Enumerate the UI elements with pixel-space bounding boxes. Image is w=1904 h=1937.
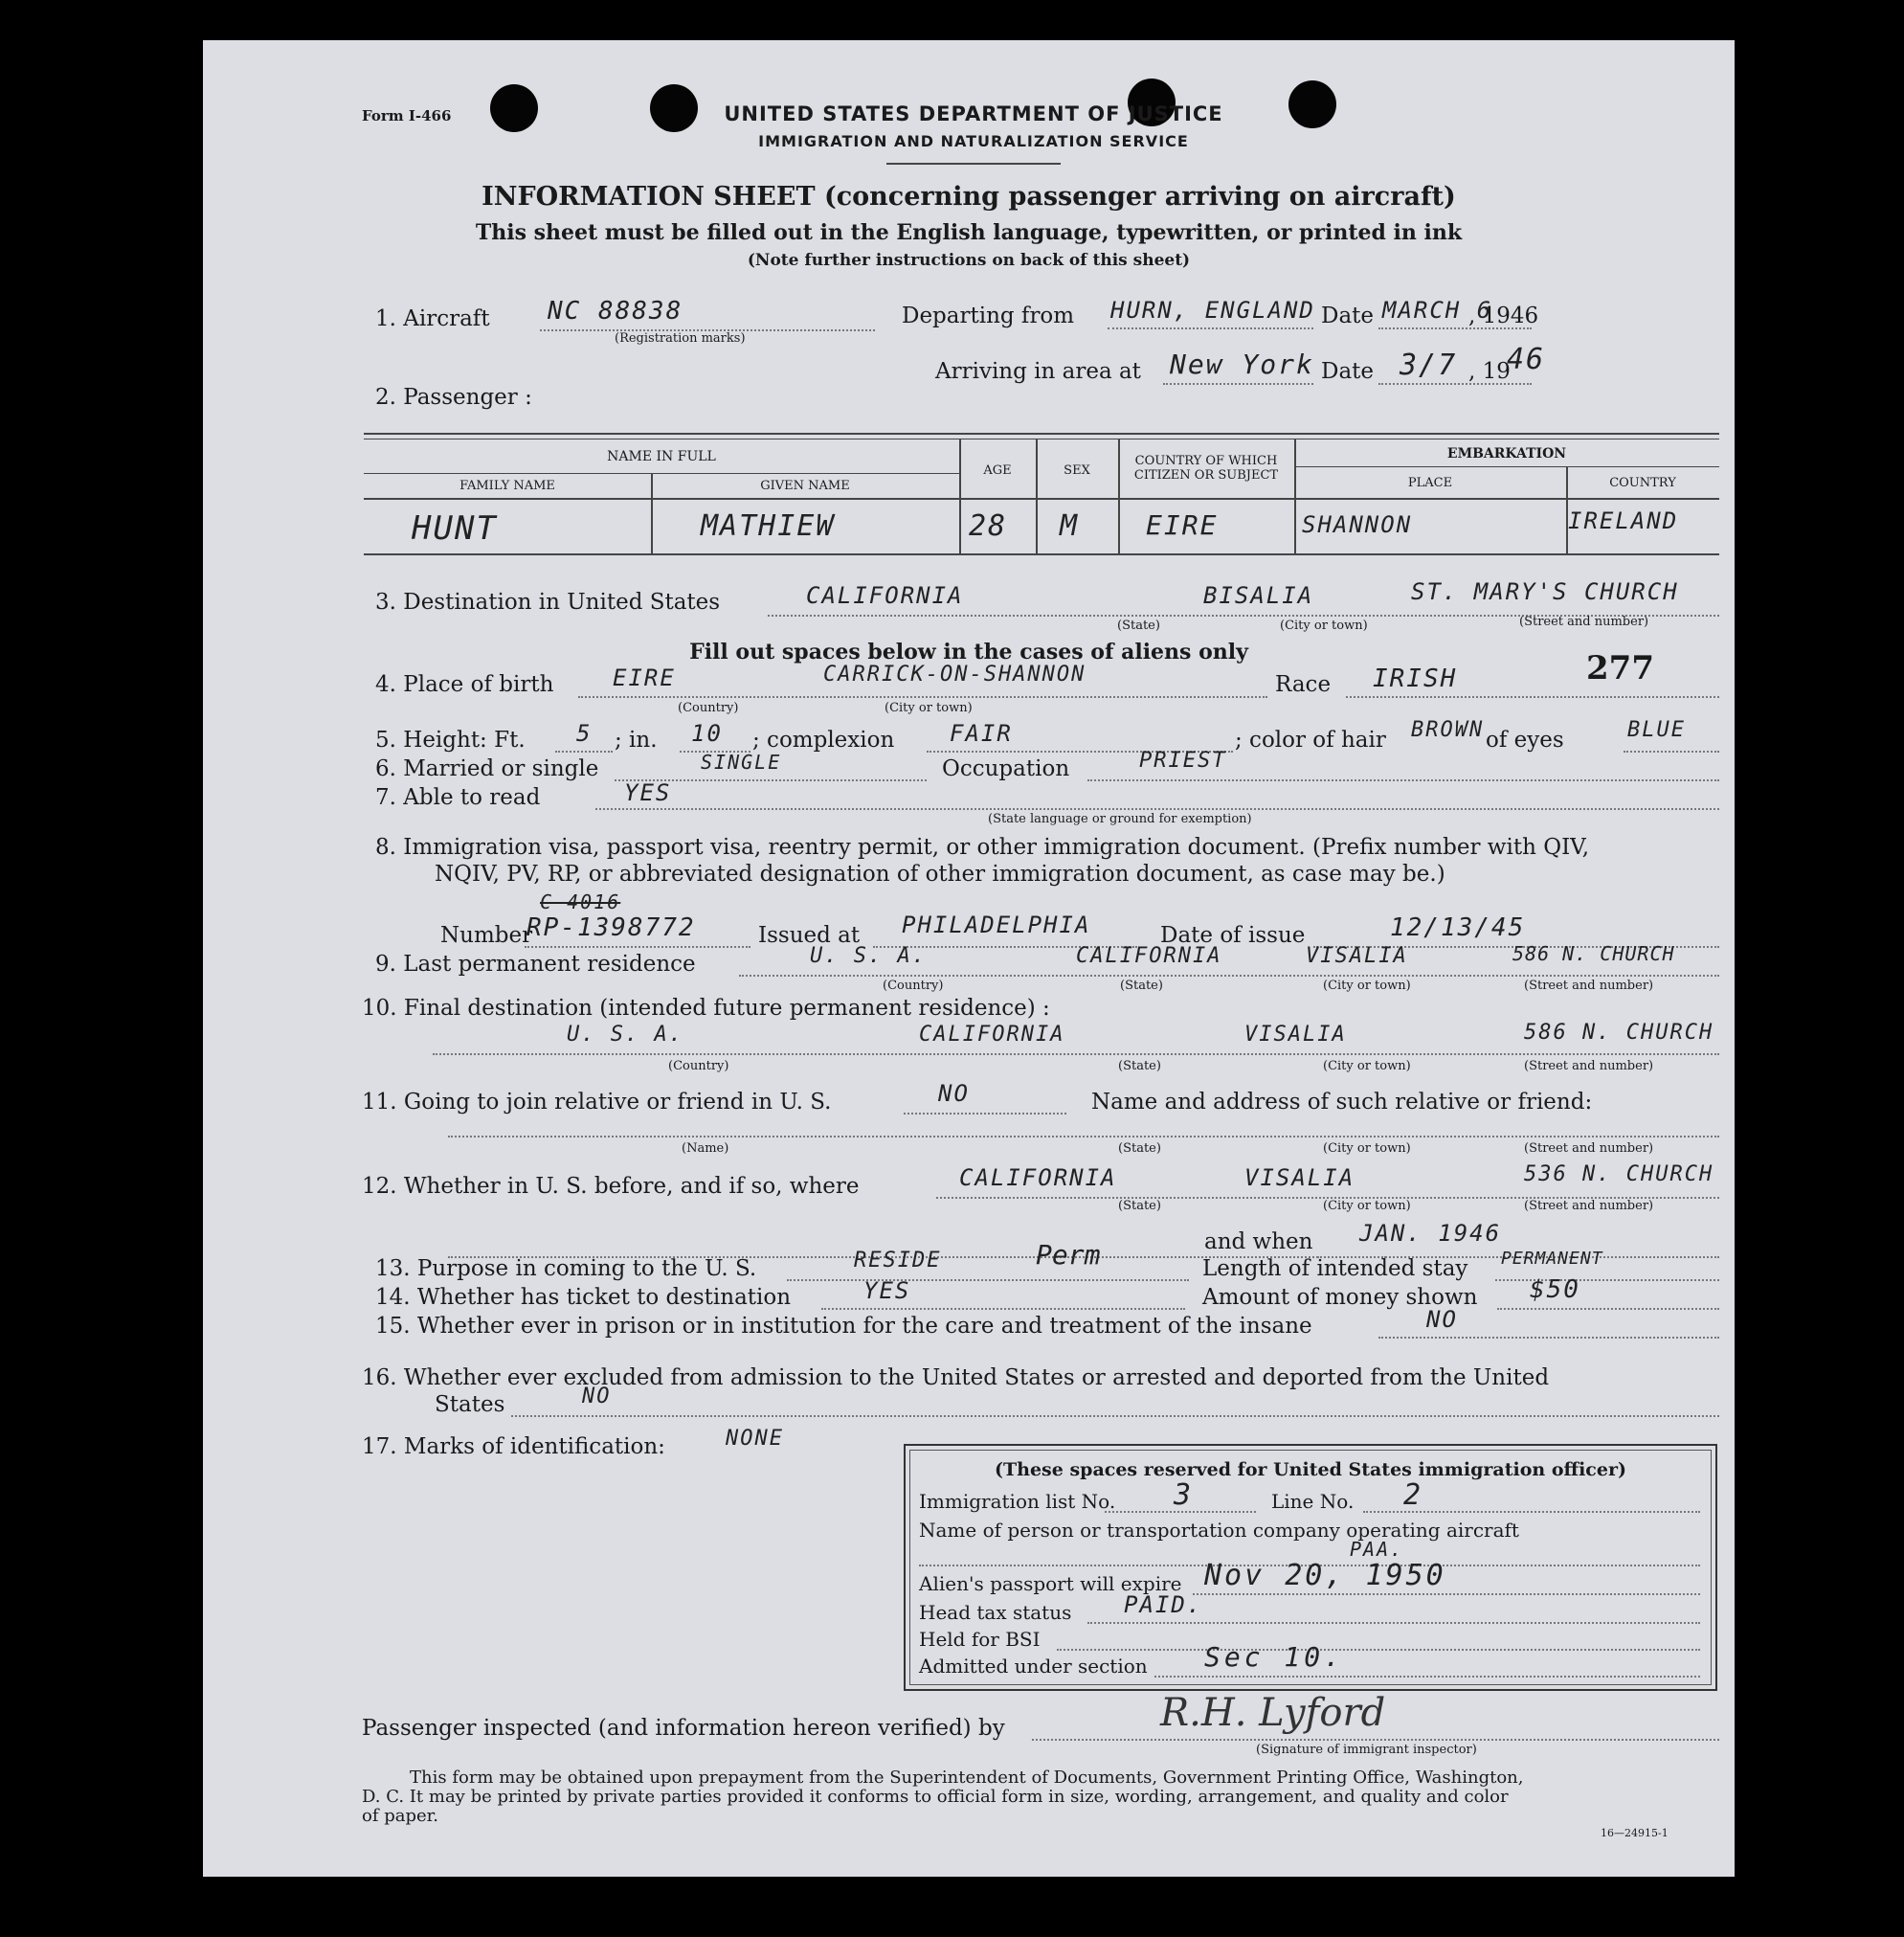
age-value[interactable]: 28 [969,509,1008,543]
join-relative-value[interactable]: NO [938,1080,970,1107]
form-number: Form I-466 [362,107,452,124]
birthplace-line [578,696,1267,698]
hair-label: ; color of hair [1235,728,1386,753]
table-rule [364,473,959,474]
list-no-label: Immigration list No. [919,1490,1116,1513]
table-rule [364,553,1719,555]
passport-expire-line [1193,1593,1700,1595]
final-destination-country[interactable]: U. S. A. [567,1023,683,1047]
officer-box-header: (These spaces reserved for United States immigration officer) [995,1459,1626,1480]
signature-caption: (Signature of immigrant inspector) [1256,1743,1477,1757]
height-inches-value[interactable]: 10 [691,720,723,747]
arrival-date-value[interactable]: 3/7 [1400,349,1458,382]
state-caption: (State) [1118,1141,1161,1156]
ticket-line [821,1308,1185,1310]
last-residence-label: 9. Last permanent residence [375,952,696,977]
inspected-by-label: Passenger inspected (and information hereon verified) by [362,1716,1005,1741]
company-value[interactable]: PAA. [1350,1538,1404,1561]
money-value[interactable]: $50 [1530,1275,1580,1304]
eyes-line [1624,751,1719,753]
final-destination-city[interactable]: VISALIA [1244,1023,1347,1047]
officer-box [904,1444,1717,1691]
line-no-value[interactable]: 2 [1403,1478,1423,1512]
destination-city-value[interactable]: BISALIA [1203,582,1314,609]
punch-hole [650,84,698,132]
height-feet-value[interactable]: 5 [576,720,593,747]
ticket-value[interactable]: YES [863,1277,911,1304]
occupation-value[interactable]: PRIEST [1139,749,1227,773]
read-label: 7. Able to read [375,785,541,810]
name-in-full-header: NAME IN FULL [607,449,716,464]
visa-number-label: Number [440,923,533,948]
purpose-line [787,1279,1189,1281]
registration-caption: (Registration marks) [615,331,746,346]
section-line [1154,1676,1700,1678]
complexion-value[interactable]: FAIR [950,720,1013,747]
street-caption: (Street and number) [1524,979,1654,993]
purpose-value[interactable]: RESIDE [854,1249,942,1273]
last-residence-state[interactable]: CALIFORNIA [1076,944,1222,968]
punch-hole [1288,80,1336,128]
table-rule [1036,439,1038,553]
previous-visit-city[interactable]: VISALIA [1244,1164,1355,1191]
age-header: AGE [983,463,1012,478]
excluded-line2: States [435,1392,505,1417]
street-caption: (Street and number) [1519,615,1649,629]
embarkation-header: EMBARKATION [1446,446,1567,462]
issued-at-value[interactable]: PHILADELPHIA [902,912,1091,938]
table-rule [1294,466,1719,467]
excluded-line1: 16. Whether ever excluded from admission to the United States or arrested and deported from the United [362,1365,1550,1390]
previous-visit-state[interactable]: CALIFORNIA [959,1164,1117,1191]
excluded-line [511,1415,1719,1417]
read-value[interactable]: YES [624,779,672,806]
state-caption: (State) [1118,1199,1161,1213]
birth-country-value[interactable]: EIRE [613,664,676,691]
department-name: UNITED STATES DEPARTMENT OF JUSTICE [724,102,1223,125]
issue-date-label: Date of issue [1160,923,1306,948]
state-caption: (State) [1120,979,1163,993]
passenger-label: 2. Passenger : [375,385,532,410]
section-value[interactable]: Sec 10. [1204,1641,1345,1673]
prison-value[interactable]: NO [1426,1306,1458,1333]
embark-country-value[interactable]: IRELAND [1568,507,1679,534]
footer-line3: of paper. [362,1806,438,1826]
race-value[interactable]: IRISH [1373,664,1458,693]
bsi-line [1057,1649,1700,1651]
passport-expire-label: Alien's passport will expire [919,1572,1182,1595]
read-caption: (State language or ground for exemption) [988,812,1252,826]
occupation-label: Occupation [942,756,1070,781]
state-caption: (State) [1118,1059,1161,1073]
visa-line2: NQIV, PV, RP, or abbreviated designation of other immigration document, as case may be.) [435,862,1445,887]
birthplace-label: 4. Place of birth [375,672,554,697]
family-name-value[interactable]: HUNT [412,509,498,548]
company-label: Name of person or transportation company operating aircraft [919,1519,1519,1542]
join-relative-label: 11. Going to join relative or friend in U. S. [362,1090,832,1115]
arriving-value[interactable]: New York [1170,349,1314,380]
table-rule [959,439,961,553]
last-residence-country[interactable]: U. S. A. [810,944,927,968]
city-caption: (City or town) [1323,979,1411,993]
prison-line [1378,1337,1719,1339]
head-tax-label: Head tax status [919,1601,1072,1624]
footer-line2: D. C. It may be printed by private parties provided it conforms to official form in size, wording, arrangement, and quality and color [362,1787,1509,1807]
arrival-year-value[interactable]: 46 [1507,343,1546,376]
when-value[interactable]: JAN. 1946 [1359,1220,1502,1247]
join-relative-line [904,1113,1066,1115]
footer-line1: This form may be obtained upon prepayment from the Superintendent of Documents, Government Printing Office, Washington, [410,1768,1524,1788]
embark-country-header: COUNTRY [1609,476,1676,490]
visa-struck-number: C-4016 [540,890,621,913]
destination-label: 3. Destination in United States [375,590,721,615]
country-citizen-header: COUNTRY OF WHICH CITIZEN OR SUBJECT [1133,454,1279,483]
visa-line1: 8. Immigration visa, passport visa, reentry permit, or other immigration document. (Prefix number with QIV, [375,835,1590,860]
identification-label: 17. Marks of identification: [362,1434,665,1459]
inspector-signature: R.H. Lyford [1160,1691,1386,1735]
destination-street-value[interactable]: ST. MARY'S CHURCH [1411,578,1679,605]
last-residence-line [739,975,1719,977]
marital-value[interactable]: SINGLE [701,751,782,774]
money-line [1497,1308,1719,1310]
relative-name-label: Name and address of such relative or friend: [1091,1090,1593,1115]
relative-address-line [448,1136,1719,1137]
previous-visit-street[interactable]: 536 N. CHURCH [1524,1162,1714,1186]
final-destination-label: 10. Final destination (intended future permanent residence) : [362,996,1050,1021]
marital-label: 6. Married or single [375,756,599,781]
excluded-value[interactable]: NO [582,1385,612,1408]
place-header: PLACE [1407,476,1453,490]
table-rule [364,498,1719,500]
list-no-value[interactable]: 3 [1174,1478,1194,1512]
read-line [595,808,1719,810]
eyes-value[interactable]: BLUE [1627,718,1686,742]
race-label: Race [1275,672,1332,697]
street-caption: (Street and number) [1524,1141,1654,1156]
hair-value[interactable]: BROWN [1411,718,1485,742]
embark-place-value[interactable]: SHANNON [1302,511,1413,538]
head-tax-value[interactable]: PAID. [1124,1591,1203,1618]
occupation-line [1087,779,1719,781]
form-subtitle: This sheet must be filled out in the English language, typewritten, or printed in ink [475,220,1463,245]
passport-expire-value[interactable]: Nov 20, 1950 [1204,1559,1446,1592]
arriving-line [1163,383,1313,385]
last-residence-street[interactable]: 586 N. CHURCH [1512,942,1675,965]
departing-line [1108,327,1313,329]
table-rule [1118,439,1120,553]
sex-header: SEX [1064,463,1090,478]
stay-length-label: Length of intended stay [1202,1256,1468,1281]
given-name-value[interactable]: MATHIEW [701,509,836,543]
purpose-extra-value[interactable]: Perm [1036,1239,1101,1271]
form-code: 16—24915-1 [1601,1827,1669,1839]
departing-value[interactable]: HURN, ENGLAND [1110,297,1315,324]
eyes-label: of eyes [1486,728,1564,753]
height-feet-label: 5. Height: Ft. [375,728,526,753]
street-caption: (Street and number) [1524,1199,1654,1213]
departing-label: Departing from [902,304,1075,328]
country-caption: (Country) [883,979,944,993]
identification-value[interactable]: NONE [726,1427,784,1451]
birth-country-caption: (Country) [678,701,739,715]
final-destination-state[interactable]: CALIFORNIA [919,1023,1065,1047]
prison-label: 15. Whether ever in prison or in institution for the care and treatment of the insane [375,1314,1312,1339]
race-line [1346,696,1719,698]
section-label: Admitted under section [919,1655,1148,1678]
city-caption: (City or town) [1323,1141,1411,1156]
issue-date-value[interactable]: 12/13/45 [1390,913,1526,942]
visa-number-line [525,946,750,948]
street-caption: (Street and number) [1524,1059,1654,1073]
city-caption: (City or town) [1280,619,1368,633]
given-name-header: GIVEN NAME [760,479,850,493]
complexion-label: ; complexion [752,728,895,753]
service-name: IMMIGRATION AND NATURALIZATION SERVICE [758,132,1189,150]
form-note: (Note further instructions on back of this sheet) [747,251,1191,270]
citizen-value[interactable]: EIRE [1146,509,1219,541]
form-title: INFORMATION SHEET (concerning passenger arriving on aircraft) [482,182,1456,212]
when-label: and when [1204,1229,1313,1254]
header-rule [886,163,1061,165]
punch-hole [490,84,538,132]
purpose-label: 13. Purpose in coming to the U. S. [375,1256,757,1281]
height-feet-line [555,751,613,753]
previous-visit-label: 12. Whether in U. S. before, and if so, where [362,1174,860,1199]
head-tax-line [1087,1622,1700,1624]
state-caption: (State) [1117,619,1160,633]
name-caption: (Name) [682,1141,729,1156]
line-no-label: Line No. [1271,1490,1355,1513]
form-page [203,40,1735,1877]
aircraft-value[interactable]: NC 88838 [548,297,683,326]
departure-date-value[interactable]: MARCH 6 [1382,297,1493,324]
aliens-only-note: Fill out spaces below in the cases of aliens only [689,640,1248,664]
final-destination-street[interactable]: 586 N. CHURCH [1524,1021,1714,1045]
bsi-label: Held for BSI [919,1628,1041,1651]
aircraft-label: 1. Aircraft [375,306,490,331]
arrival-year-prefix: , 19 [1468,359,1511,384]
family-name-header: FAMILY NAME [459,479,555,493]
destination-state-value[interactable]: CALIFORNIA [806,582,964,609]
race-code: 277 [1586,649,1654,687]
final-destination-line [433,1053,1719,1055]
visa-number-value[interactable]: RP-1398772 [526,913,696,942]
table-rule [364,433,1719,435]
arrival-date-label: Date [1321,359,1375,384]
departure-date-label: Date [1321,304,1375,328]
birth-city-value[interactable]: CARRICK-ON-SHANNON [823,663,1086,687]
city-caption: (City or town) [1323,1199,1411,1213]
departure-year: , 1946 [1468,304,1539,328]
issued-at-label: Issued at [758,923,861,948]
money-label: Amount of money shown [1202,1285,1478,1310]
city-caption: (City or town) [1323,1059,1411,1073]
height-inches-label: ; in. [615,728,658,753]
last-residence-city[interactable]: VISALIA [1306,944,1408,968]
stay-length-value[interactable]: PERMANENT [1501,1249,1603,1269]
country-caption: (Country) [668,1059,729,1073]
signature-line [1032,1739,1719,1741]
ticket-label: 14. Whether has ticket to destination [375,1285,792,1310]
sex-value[interactable]: M [1060,509,1080,543]
arriving-label: Arriving in area at [935,359,1141,384]
birth-city-caption: (City or town) [885,701,973,715]
